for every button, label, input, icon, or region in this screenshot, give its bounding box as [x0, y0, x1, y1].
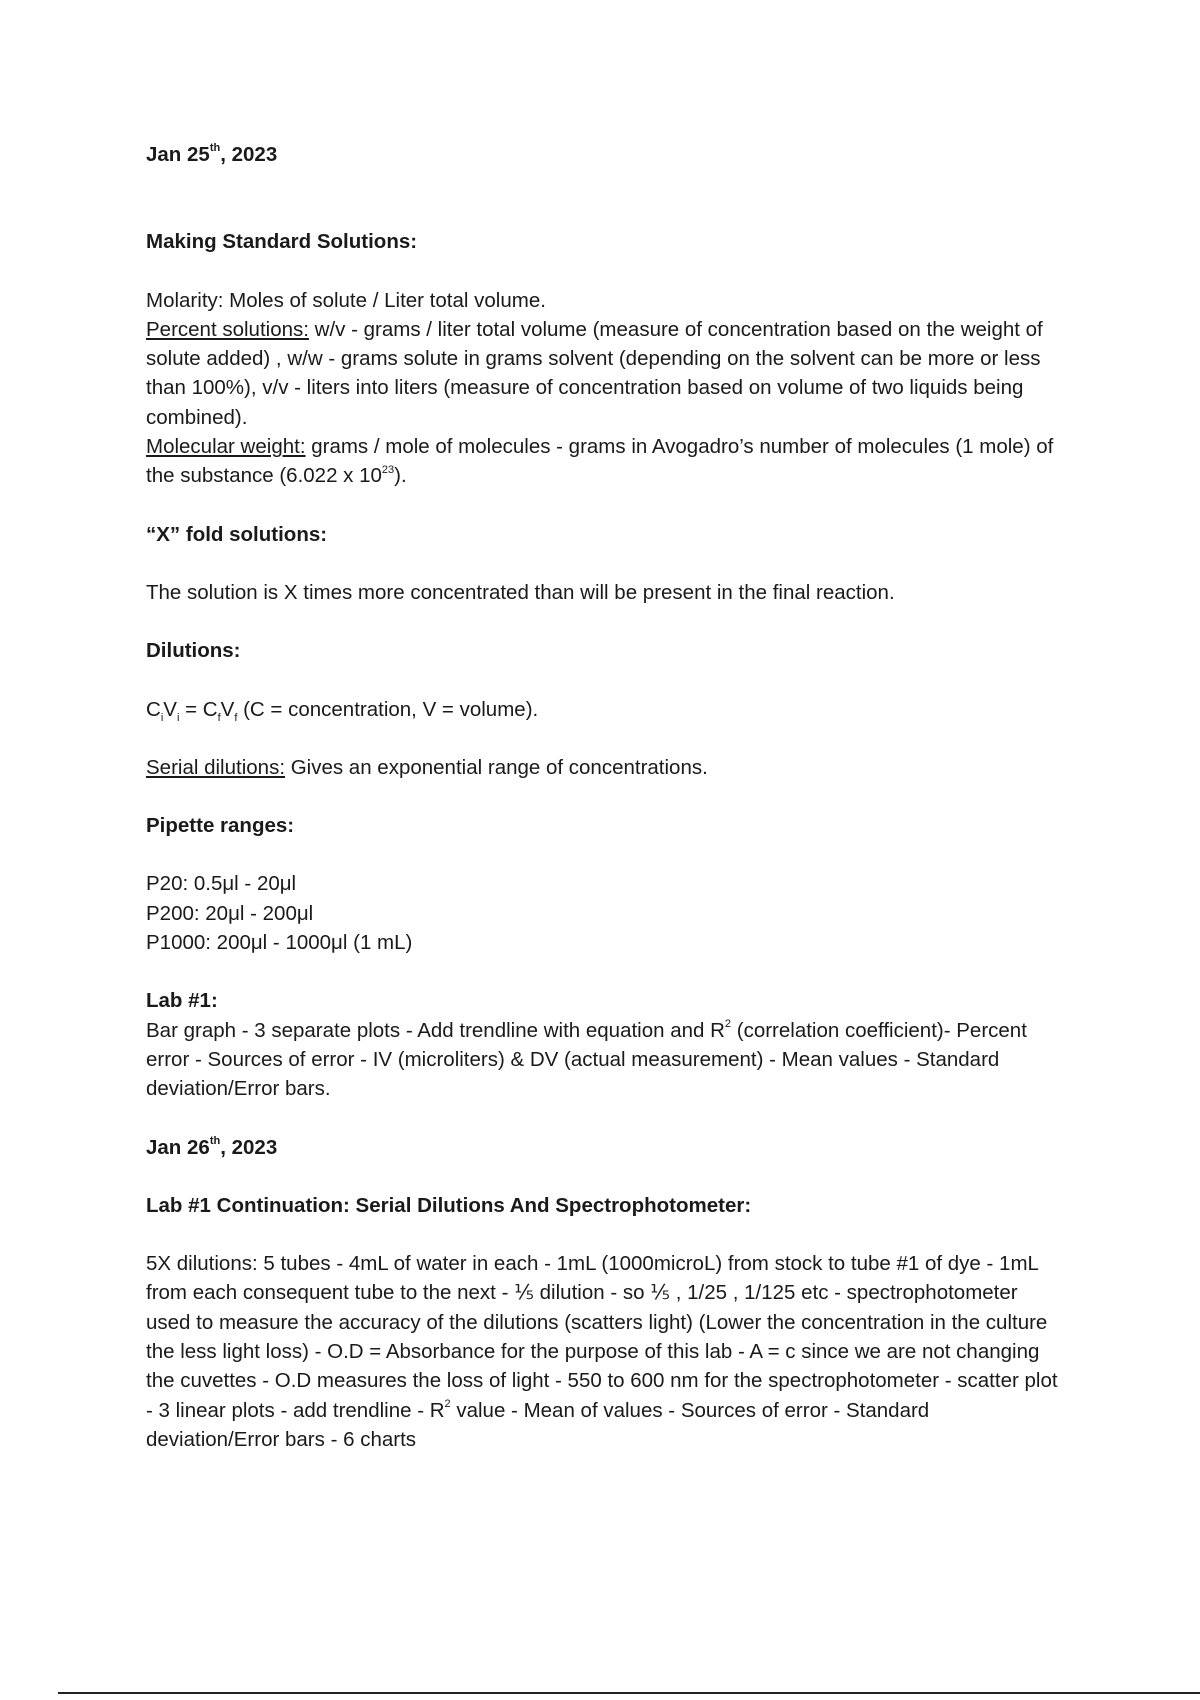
- formula-equals: =: [179, 697, 203, 721]
- section-heading-x-fold: “X” fold solutions:: [146, 522, 328, 546]
- percent-solutions-definition: [146, 315, 1066, 432]
- serial-dilutions-label: Serial dilutions:: [146, 755, 286, 779]
- document-page: [146, 140, 1066, 1454]
- formula-v: V: [220, 697, 235, 721]
- molecular-weight-text: grams / mole of molecules - grams in Avogadro’s number of molecules (1 mole) of the substance (6.022 x 10: [146, 435, 1054, 488]
- molecular-weight-end: ).: [394, 464, 407, 488]
- pipette-range-item: P1000: 200μl - 1000μl (1 mL): [146, 931, 413, 955]
- serial-dilutions-text: Gives an exponential range of concentrations.: [285, 755, 708, 779]
- lab-1-notes: [146, 1016, 1066, 1104]
- date-ordinal: th: [209, 142, 221, 155]
- date-year: , 2023: [220, 1135, 278, 1159]
- formula-note: (C = concentration, V = volume).: [237, 697, 539, 721]
- page-bottom-rule: [58, 1692, 1200, 1694]
- date-heading-jan-26: [146, 1133, 1066, 1162]
- date-text: Jan 26: [146, 1135, 210, 1159]
- date-text: Jan 25: [146, 143, 210, 166]
- formula-sub-i: i: [160, 711, 164, 724]
- avogadro-exponent: 23: [381, 463, 395, 476]
- section-heading-lab-1: Lab #1:: [146, 989, 218, 1013]
- pipette-range-item: P200: 20μl - 200μl: [146, 901, 314, 925]
- date-heading-jan-25: [146, 140, 1066, 169]
- formula-v: V: [163, 697, 177, 721]
- molecular-weight-label: Molecular weight:: [146, 435, 306, 459]
- lab-1-cont-text-a: 5X dilutions: 5 tubes - 4mL of water in each - 1mL (1000microL) from stock to tube #1 of dye - 1mL from each consequent tube to the next - ⅕ dilution - so ⅕ , 1/25 , 1/125 etc - spectrophotometer used to measure the accuracy of the dilutions (scatters light) (Lower the concentration in the culture the less light loss) - O.D = Absorbance for the purpose of this lab - A = c since we are not changing the cuvettes - O.D measures the loss of light - 550 to 600 nm for the spectrophotometer - scatter plot - 3 linear plots - add trendline - R: [146, 1252, 1058, 1422]
- section-heading-standard-solutions: Making Standard Solutions:: [146, 230, 418, 254]
- percent-solutions-label: Percent solutions:: [146, 317, 309, 341]
- section-heading-lab-1-continuation: Lab #1 Continuation: Serial Dilutions And Spectrophotometer:: [146, 1193, 752, 1217]
- pipette-range-item: P20: 0.5μl - 20μl: [146, 872, 297, 896]
- formula-sub-i: i: [176, 711, 180, 724]
- formula-sub-f: f: [217, 711, 221, 724]
- formula-c: C: [202, 697, 218, 721]
- lab-1-cont-text-b: value - Mean of values - Sources of error - Standard deviation/Error bars - 6 charts: [146, 1398, 930, 1451]
- x-fold-definition: The solution is X times more concentrated than will be present in the final reaction.: [146, 580, 895, 604]
- date-ordinal: th: [209, 1134, 221, 1147]
- serial-dilutions-definition: [146, 753, 1066, 782]
- dilution-formula: [146, 695, 1066, 724]
- lab-1-continuation-notes: [146, 1249, 1066, 1454]
- section-heading-dilutions: Dilutions:: [146, 639, 241, 663]
- formula-sub-f: f: [234, 711, 238, 724]
- molarity-definition: Molarity: Moles of solute / Liter total volume.: [146, 288, 546, 312]
- percent-solutions-text: w/v - grams / liter total volume (measure of concentration based on the weight of solute added) , w/w - grams solute in grams solvent (depending on the solvent can be more or less than 100%), v/v - liters into liters (measure of concentration based on volume of two liquids being combined).: [146, 317, 1043, 429]
- section-heading-pipette-ranges: Pipette ranges:: [146, 814, 295, 838]
- lab-1-text-a: Bar graph - 3 separate plots - Add trendline with equation and R: [146, 1018, 725, 1042]
- r-squared-exponent: 2: [444, 1397, 451, 1410]
- r-squared-exponent: 2: [724, 1017, 732, 1030]
- lab-1-text-b: (correlation coefficient)- Percent error - Sources of error - IV (microliters) & DV (actual measurement) - Mean values - Standard deviation/Error bars.: [146, 1018, 1027, 1101]
- formula-c: C: [146, 697, 161, 721]
- molecular-weight-definition: [146, 432, 1066, 491]
- date-year: , 2023: [220, 143, 278, 166]
